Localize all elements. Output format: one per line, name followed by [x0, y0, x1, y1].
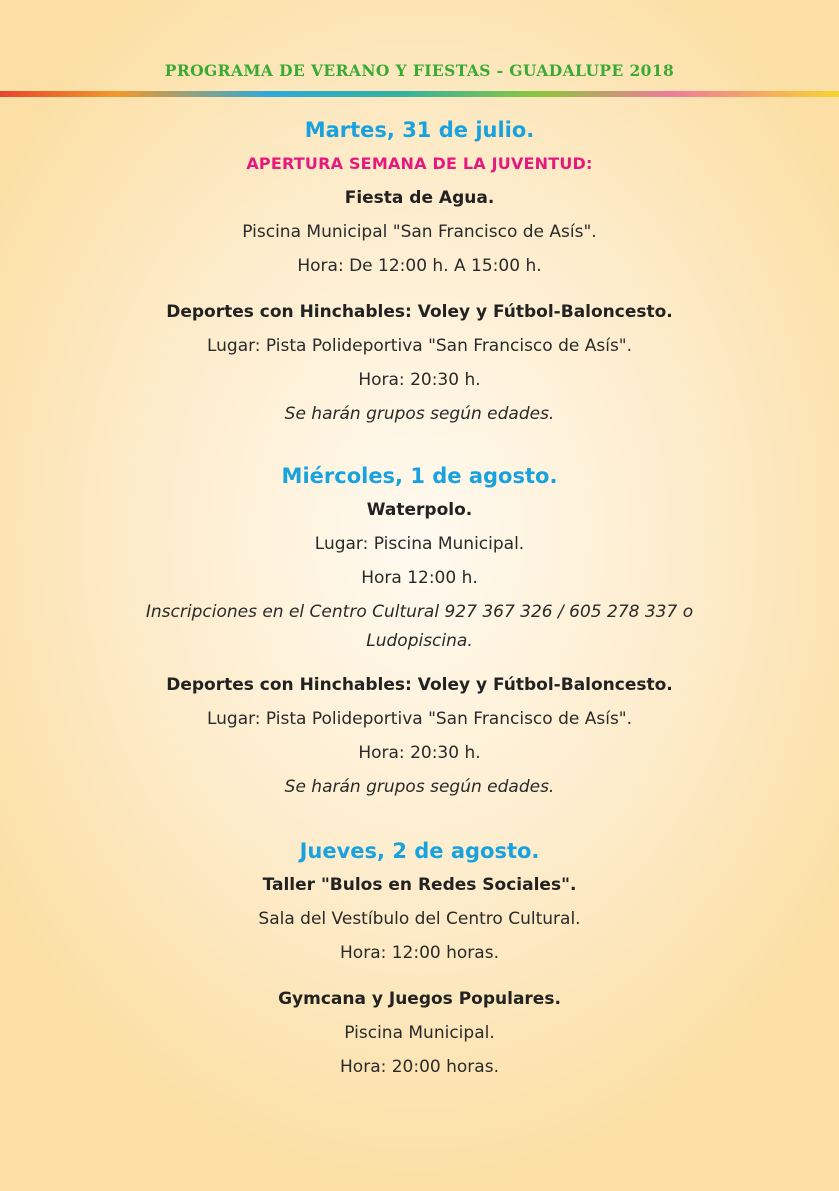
event-time: Hora: 20:30 h. — [358, 370, 481, 390]
event-taller-bulos — [0, 868, 839, 970]
event-location: Lugar: Piscina Municipal. — [314, 534, 525, 554]
event-location: Piscina Municipal. — [344, 1023, 495, 1043]
event-hinchables — [0, 668, 839, 804]
event-title: Gymcana y Juegos Populares. — [278, 989, 561, 1009]
event-time: Hora: 12:00 horas. — [340, 943, 499, 963]
event-time: Hora: 20:30 h. — [358, 743, 481, 763]
day-section-miercoles — [0, 459, 839, 804]
day-heading: Jueves, 2 de agosto. — [299, 839, 540, 863]
day-heading: Miércoles, 1 de agosto. — [281, 464, 558, 488]
event-title: Deportes con Hinchables: Voley y Fútbol-Baloncesto. — [166, 302, 673, 322]
event-fiesta-agua — [0, 181, 839, 283]
day-heading: Martes, 31 de julio. — [304, 118, 535, 142]
page-header-title: PROGRAMA DE VERANO Y FIESTAS - GUADALUPE 2018 — [164, 61, 675, 80]
event-hinchables — [0, 295, 839, 431]
event-title: Taller "Bulos en Redes Sociales". — [262, 875, 577, 895]
event-note: Se harán grupos según edades. — [284, 777, 555, 797]
day-section-martes — [0, 113, 839, 431]
event-time: Hora: 20:00 horas. — [340, 1057, 499, 1077]
event-time: Hora: De 12:00 h. A 15:00 h. — [297, 256, 542, 276]
event-gymcana — [0, 982, 839, 1084]
event-note: Se harán grupos según edades. — [284, 404, 555, 424]
event-title: Deportes con Hinchables: Voley y Fútbol-Baloncesto. — [166, 675, 673, 695]
day-subtitle: APERTURA SEMANA DE LA JUVENTUD: — [246, 154, 593, 173]
event-time: Hora 12:00 h. — [361, 568, 478, 588]
event-location: Lugar: Pista Polideportiva "San Francisco de Asís". — [206, 709, 633, 729]
event-title: Fiesta de Agua. — [344, 188, 495, 208]
event-location: Sala del Vestíbulo del Centro Cultural. — [258, 909, 581, 929]
rainbow-divider — [0, 91, 839, 97]
event-note: Inscripciones en el Centro Cultural 927 367 326 / 605 278 337 o Ludopiscina. — [145, 602, 694, 651]
day-section-jueves — [0, 834, 839, 1084]
event-location: Lugar: Pista Polideportiva "San Francisco de Asís". — [206, 336, 633, 356]
event-waterpolo — [0, 493, 839, 656]
event-location: Piscina Municipal "San Francisco de Asís". — [242, 222, 597, 242]
event-title: Waterpolo. — [366, 500, 473, 520]
program-content — [0, 113, 839, 1084]
